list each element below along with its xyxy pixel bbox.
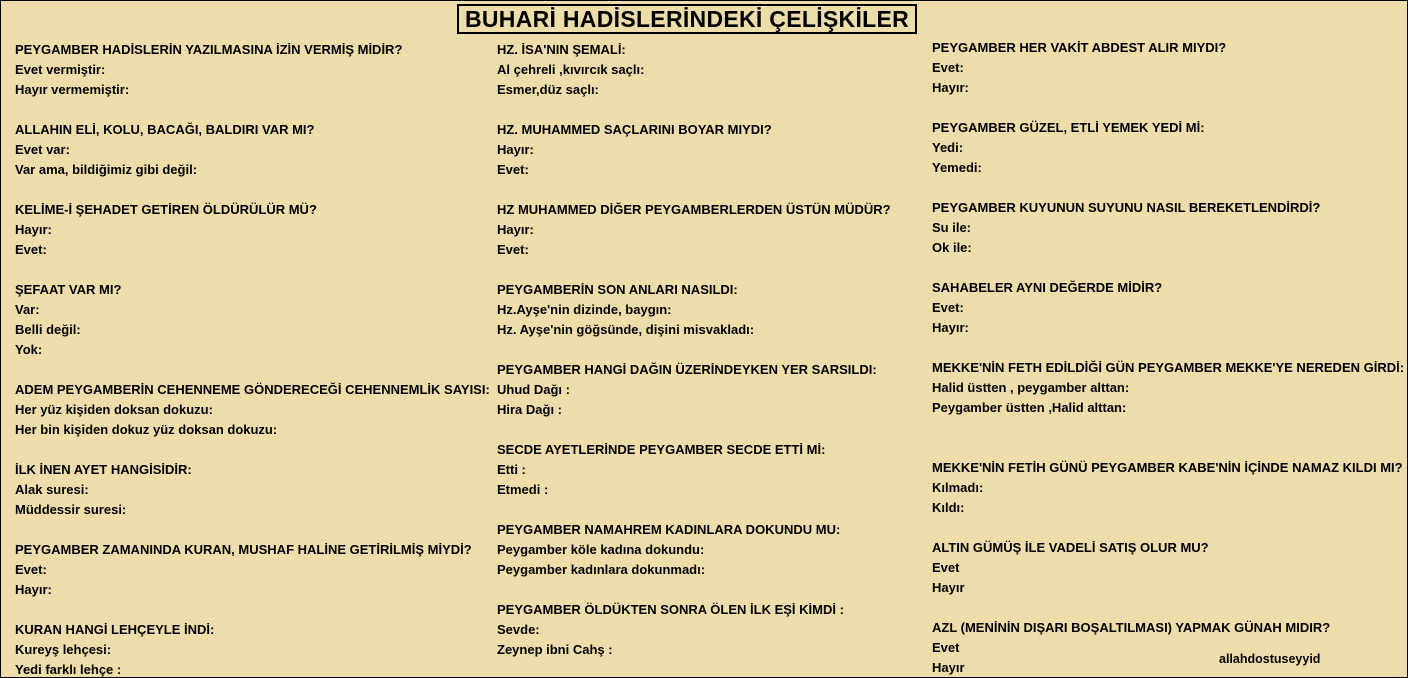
text-line: Hayır: [15,222,52,237]
text-line: Hayır: [932,320,969,335]
text-line: Su ile: [932,220,972,235]
text-line: Evet [932,560,960,575]
text-line: Sevde: [497,622,540,637]
text-line: Evet: [932,300,964,315]
text-line: Hz. Ayşe'nin göğsünde, dişini misvakladı: [497,322,755,337]
text-line: Hayır [932,660,965,675]
text-line: Etmedi : [497,482,549,497]
text-line: Halid üstten , peygamber alttan: [932,380,1130,395]
text-line: Kıldı: [932,500,965,515]
text-line: Esmer,düz saçlı: [497,82,599,97]
text-line: AZL (MENİNİN DIŞARI BOŞALTILMASI) YAPMAK GÜNAH MIDIR? [932,620,1331,635]
text-line: Uhud Dağı : [497,382,570,397]
text-line: Müddessir suresi: [15,502,127,517]
text-line: Hayır [932,580,965,595]
text-line: Evet: [15,562,47,577]
text-line: Al çehreli ,kıvırcık saçlı: [497,62,645,77]
text-line: Alak suresi: [15,482,89,497]
text-line: MEKKE'NİN FETH EDİLDİĞİ GÜN PEYGAMBER MEKKE'YE NEREDEN GİRDİ: [932,360,1405,375]
text-line: PEYGAMBER HER VAKİT ABDEST ALIR MIYDI? [932,40,1227,55]
text-line: PEYGAMBER HADİSLERİN YAZILMASINA İZİN VERMİŞ MİDİR? [15,42,403,57]
text-line: KELİME-İ ŞEHADET GETİREN ÖLDÜRÜLÜR MÜ? [15,202,317,217]
text-line: MEKKE'NİN FETİH GÜNÜ PEYGAMBER KABE'NİN İÇİNDE NAMAZ KILDI MI? [932,460,1403,475]
author-credit: allahdostuseyyid [1219,652,1321,666]
text-line: PEYGAMBER NAMAHREM KADINLARA DOKUNDU MU: [497,522,841,537]
text-line: İLK İNEN AYET HANGİSİDİR: [15,462,192,477]
text-line: Zeynep ibni Cahş : [497,642,613,657]
text-line: ŞEFAAT VAR MI? [15,282,122,297]
text-line: Yemedi: [932,160,982,175]
text-line: Hz.Ayşe'nin dizinde, baygın: [497,302,672,317]
text-line: ADEM PEYGAMBERİN CEHENNEME GÖNDERECEĞİ CEHENNEMLİK SAYISI: [15,382,490,397]
text-line: ALLAHIN ELİ, KOLU, BACAĞI, BALDIRI VAR MI? [15,122,315,137]
text-line: Belli değil: [15,322,81,337]
text-line: Hayır: [497,222,534,237]
text-line: Evet: [497,242,529,257]
text-line: Evet var: [15,142,70,157]
text-line: SECDE AYETLERİNDE PEYGAMBER SECDE ETTİ Mİ: [497,442,826,457]
text-line: HZ MUHAMMED DİĞER PEYGAMBERLERDEN ÜSTÜN MÜDÜR? [497,202,891,217]
text-line: Peygamber üstten ,Halid alttan: [932,400,1127,415]
text-line: SAHABELER AYNI DEĞERDE MİDİR? [932,280,1163,295]
text-line: Peygamber köle kadına dokundu: [497,542,705,557]
text-line: PEYGAMBER GÜZEL, ETLİ YEMEK YEDİ Mİ: [932,120,1205,135]
text-line: Ok ile: [932,240,972,255]
text-line: Her yüz kişiden doksan dokuzu: [15,402,213,417]
text-line: Evet: [497,162,529,177]
title-box [457,4,917,34]
text-line: Kılmadı: [932,480,984,495]
text-line: Hayır vermemiştir: [15,82,130,97]
text-line: KURAN HANGİ LEHÇEYLE İNDİ: [15,622,215,637]
text-line: Evet: [15,242,47,257]
text-line: Etti : [497,462,526,477]
text-line: Var: [15,302,40,317]
text-line: Hayır: [15,582,52,597]
text-line: Yedi farklı lehçe : [15,662,122,677]
text-line: PEYGAMBER ZAMANINDA KURAN, MUSHAF HALİNE GETİRİLMİŞ MİYDİ? [15,542,472,557]
text-line: Yedi: [932,140,964,155]
text-line: PEYGAMBER ÖLDÜKTEN SONRA ÖLEN İLK EŞİ KİMDİ : [497,602,844,617]
text-line: Her bin kişiden dokuz yüz doksan dokuzu: [15,422,278,437]
text-line: Hayır: [497,142,534,157]
text-line: Peygamber kadınlara dokunmadı: [497,562,706,577]
text-line: Var ama, bildiğimiz gibi değil: [15,162,198,177]
text-line: Evet vermiştir: [15,62,106,77]
text-line: HZ. İSA'NIN ŞEMALİ: [497,42,626,57]
text-line: ALTIN GÜMÜŞ İLE VADELİ SATIŞ OLUR MU? [932,540,1209,555]
text-line: Yok: [15,342,43,357]
text-line: Evet: [932,60,964,75]
text-line: HZ. MUHAMMED SAÇLARINI BOYAR MIYDI? [497,122,772,137]
text-line: PEYGAMBERİN SON ANLARI NASILDI: [497,282,738,297]
text-line: Hayır: [932,80,969,95]
text-line: PEYGAMBER KUYUNUN SUYUNU NASIL BEREKETLENDİRDİ? [932,200,1321,215]
text-line: Evet [932,640,960,655]
text-line: Hira Dağı : [497,402,563,417]
text-line: PEYGAMBER HANGİ DAĞIN ÜZERİNDEYKEN YER SARSILDI: [497,362,877,377]
text-line: Kureyş lehçesi: [15,642,112,657]
page-title: BUHARİ HADİSLERİNDEKİ ÇELİŞKİLER [464,5,910,32]
